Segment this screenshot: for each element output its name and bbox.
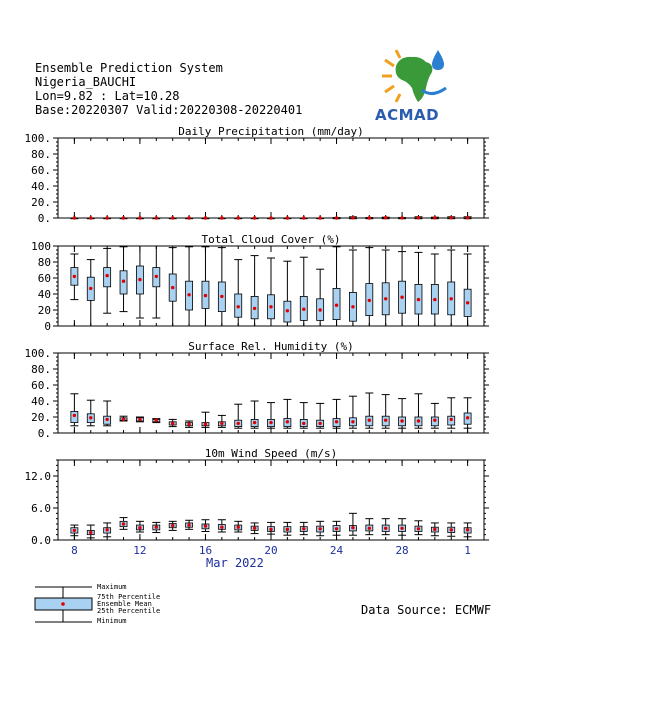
box-whisker-14	[169, 216, 177, 219]
panel-frame	[58, 138, 484, 218]
mean-marker	[286, 309, 289, 312]
mean-marker	[286, 528, 289, 531]
mean-marker	[204, 423, 207, 426]
box-whisker-32	[464, 254, 472, 326]
mean-marker	[171, 422, 174, 425]
mean-marker	[302, 216, 305, 219]
y-tick-label: 20.	[31, 411, 51, 424]
panel-title: 10m Wind Speed (m/s)	[204, 447, 338, 460]
box-whisker-11	[120, 416, 128, 421]
box-whisker-15	[185, 247, 193, 326]
mean-marker	[204, 294, 207, 297]
box-whisker-22	[300, 257, 308, 326]
box-whisker-16	[201, 412, 209, 427]
mean-marker	[286, 216, 289, 219]
legend-maximum-label: Maximum	[97, 583, 127, 591]
box-whisker-28	[398, 216, 406, 219]
mean-marker	[73, 216, 76, 219]
mean-marker	[220, 295, 223, 298]
mean-marker	[269, 421, 272, 424]
box-whisker-12	[136, 216, 144, 219]
mean-marker	[318, 216, 321, 219]
box-whisker-26	[365, 393, 373, 428]
mean-marker	[187, 293, 190, 296]
box-whisker-13	[152, 419, 160, 423]
box-whisker-11	[120, 216, 128, 219]
mean-marker	[155, 526, 158, 529]
mean-marker	[105, 528, 108, 531]
box-whisker-16	[201, 216, 209, 219]
box-whisker-18	[234, 216, 242, 219]
box-whisker-18	[234, 260, 242, 326]
box-whisker-8	[70, 394, 78, 426]
box-whisker-13	[152, 246, 160, 318]
mean-marker	[417, 419, 420, 422]
mean-marker	[286, 420, 289, 423]
y-tick-label: 6.0	[31, 502, 51, 515]
mean-marker	[155, 216, 158, 219]
mean-marker	[155, 275, 158, 278]
mean-marker	[220, 422, 223, 425]
mean-marker	[237, 216, 240, 219]
mean-marker	[89, 416, 92, 419]
box-whisker-12	[136, 417, 144, 422]
y-tick-label: 0.0	[31, 534, 51, 547]
box-whisker-24	[333, 216, 341, 219]
mean-marker	[368, 216, 371, 219]
box-whisker-25	[349, 396, 357, 428]
y-tick-label: 60	[37, 272, 51, 285]
mean-marker	[89, 287, 92, 290]
mean-marker	[351, 526, 354, 529]
mean-marker	[138, 278, 141, 281]
y-tick-label: 0.	[37, 212, 51, 225]
box-whisker-18	[234, 521, 242, 532]
mean-marker	[302, 422, 305, 425]
box-whisker-17	[218, 520, 226, 532]
header-base-valid: Base:20220307 Valid:20220308-20220401	[35, 103, 303, 117]
mean-marker	[466, 216, 469, 219]
box-whisker-13	[152, 522, 160, 532]
box-whisker-32	[464, 216, 472, 219]
mean-marker	[335, 527, 338, 530]
x-tick-label: 20	[264, 544, 278, 557]
mean-marker	[220, 216, 223, 219]
box-whisker-19	[251, 401, 259, 428]
box-whisker-31	[447, 216, 455, 219]
y-tick-label: 0	[44, 320, 51, 333]
mean-marker	[466, 301, 469, 304]
legend-mean-marker	[61, 602, 65, 606]
box-whisker-30	[431, 254, 439, 326]
x-tick-label: 1	[464, 544, 471, 557]
y-tick-label: 0.	[37, 427, 51, 440]
box-whisker-21	[283, 261, 291, 326]
y-tick-label: 40.	[31, 180, 51, 193]
box-whisker-10	[103, 216, 111, 219]
y-tick-label: 20	[37, 304, 51, 317]
y-tick-label: 60.	[31, 164, 51, 177]
mean-marker	[269, 305, 272, 308]
box-whisker-22	[300, 216, 308, 219]
box-whisker-12	[136, 521, 144, 532]
mean-marker	[237, 422, 240, 425]
box-whisker-19	[251, 256, 259, 326]
box-whisker-27	[382, 216, 390, 219]
box-whisker-17	[218, 415, 226, 427]
box-whisker-25	[349, 250, 357, 326]
box-whisker-14	[169, 248, 177, 326]
mean-marker	[105, 216, 108, 219]
box-whisker-9	[87, 525, 95, 538]
x-tick-label: 24	[329, 544, 344, 557]
mean-marker	[237, 526, 240, 529]
mean-marker	[417, 527, 420, 530]
data-source: Data Source: ECMWF	[361, 603, 492, 617]
box-whisker-17	[218, 248, 226, 326]
box-whisker-26	[365, 248, 373, 326]
mean-marker	[400, 419, 403, 422]
box-whisker-20	[267, 522, 275, 534]
mean-marker	[105, 418, 108, 421]
mean-marker	[171, 286, 174, 289]
mean-marker	[384, 527, 387, 530]
box-whisker-32	[464, 398, 472, 428]
box-whisker-31	[447, 250, 455, 326]
box-whisker-10	[103, 523, 111, 537]
box-whisker-25	[349, 216, 357, 219]
legend-p25-label: 25th Percentile	[97, 607, 161, 615]
mean-marker	[433, 419, 436, 422]
box-whisker-15	[185, 421, 193, 427]
y-tick-label: 100	[31, 240, 51, 253]
box-whisker-19	[251, 216, 259, 219]
box-whisker-19	[251, 523, 259, 534]
mean-marker	[351, 216, 354, 219]
mean-marker	[318, 527, 321, 530]
box-whisker-8	[70, 216, 78, 219]
box-whisker-29	[414, 252, 422, 326]
mean-marker	[253, 421, 256, 424]
mean-marker	[384, 216, 387, 219]
mean-marker	[466, 528, 469, 531]
mean-marker	[318, 422, 321, 425]
mean-marker	[187, 216, 190, 219]
y-tick-label: 80.	[31, 363, 51, 376]
mean-marker	[105, 274, 108, 277]
x-tick-label: 12	[133, 544, 147, 557]
y-tick-label: 80.	[31, 148, 51, 161]
box-whisker-18	[234, 404, 242, 428]
box-whisker-22	[300, 403, 308, 429]
panel-title: Daily Precipitation (mm/day)	[178, 125, 364, 138]
mean-marker	[400, 527, 403, 530]
header-coordinates: Lon=9.82 : Lat=10.28	[35, 89, 180, 103]
box-whisker-14	[169, 521, 177, 530]
mean-marker	[269, 528, 272, 531]
mean-marker	[368, 299, 371, 302]
mean-marker	[400, 216, 403, 219]
box-whisker-16	[201, 520, 209, 532]
y-tick-label: 20.	[31, 196, 51, 209]
mean-marker	[433, 216, 436, 219]
box-whisker-28	[398, 252, 406, 326]
box-whisker-30	[431, 523, 439, 536]
box-whisker-23	[316, 403, 324, 428]
mean-marker	[417, 298, 420, 301]
box-whisker-11	[120, 247, 128, 312]
x-tick-label: 28	[395, 544, 409, 557]
mean-marker	[171, 216, 174, 219]
box-whisker-26	[365, 519, 373, 535]
legend-p75-label: 75th Percentile	[97, 593, 161, 601]
box-whisker-31	[447, 523, 455, 536]
mean-marker	[269, 216, 272, 219]
mean-marker	[73, 275, 76, 278]
y-tick-label: 40.	[31, 395, 51, 408]
box-whisker-16	[201, 247, 209, 326]
mean-marker	[335, 304, 338, 307]
mean-marker	[122, 522, 125, 525]
mean-marker	[138, 216, 141, 219]
box-whisker-27	[382, 395, 390, 429]
mean-marker	[155, 419, 158, 422]
mean-marker	[466, 416, 469, 419]
box-whisker-29	[414, 216, 422, 219]
box-whisker-28	[398, 519, 406, 536]
box-whisker-15	[185, 520, 193, 529]
box-whisker-30	[431, 216, 439, 219]
box-whisker-23	[316, 216, 324, 219]
box-whisker-31	[447, 398, 455, 428]
mean-marker	[122, 280, 125, 283]
box-whisker-20	[267, 258, 275, 326]
box-whisker-23	[316, 269, 324, 326]
box-whisker-8	[70, 254, 78, 300]
y-tick-label: 60.	[31, 379, 51, 392]
box-whisker-29	[414, 394, 422, 428]
mean-marker	[138, 418, 141, 421]
mean-marker	[450, 528, 453, 531]
mean-marker	[400, 296, 403, 299]
mean-marker	[351, 305, 354, 308]
mean-marker	[253, 527, 256, 530]
mean-marker	[138, 526, 141, 529]
box-whisker-21	[283, 522, 291, 535]
box-whisker-24	[333, 521, 341, 535]
mean-marker	[73, 529, 76, 532]
panel-title: Total Cloud Cover (%)	[201, 233, 341, 246]
box-whisker-10	[103, 401, 111, 426]
mean-marker	[417, 216, 420, 219]
mean-marker	[187, 423, 190, 426]
box-whisker-20	[267, 216, 275, 219]
box-whisker-8	[70, 525, 78, 536]
box-whisker-28	[398, 399, 406, 429]
header-title: Ensemble Prediction System	[35, 61, 223, 75]
mean-marker	[384, 419, 387, 422]
x-axis-label: Mar 2022	[206, 556, 264, 570]
mean-marker	[237, 305, 240, 308]
mean-marker	[122, 418, 125, 421]
box-whisker-9	[87, 216, 95, 219]
box-whisker-22	[300, 522, 308, 534]
box-whisker-21	[283, 399, 291, 428]
box-whisker-17	[218, 216, 226, 219]
mean-marker	[351, 420, 354, 423]
box-whisker-24	[333, 399, 341, 428]
y-tick-label: 100.	[24, 347, 51, 360]
legend-minimum-label: Minimum	[97, 617, 127, 625]
y-tick-label: 80	[37, 256, 51, 269]
box-whisker-9	[87, 260, 95, 326]
box-whisker-11	[120, 518, 128, 530]
mean-marker	[433, 528, 436, 531]
mean-marker	[204, 216, 207, 219]
box-whisker-25	[349, 513, 357, 535]
mean-marker	[450, 418, 453, 421]
box-whisker-24	[333, 247, 341, 326]
y-tick-label: 12.0	[24, 470, 51, 483]
mean-marker	[335, 216, 338, 219]
mean-marker	[187, 523, 190, 526]
box-whisker-21	[283, 216, 291, 219]
mean-marker	[171, 524, 174, 527]
mean-marker	[368, 527, 371, 530]
mean-marker	[450, 297, 453, 300]
box-whisker-27	[382, 519, 390, 535]
box-whisker-26	[365, 216, 373, 219]
y-tick-label: 40	[37, 288, 51, 301]
logo-text: ACMAD	[375, 106, 440, 124]
box-whisker-30	[431, 403, 439, 428]
mean-marker	[220, 526, 223, 529]
mean-marker	[384, 297, 387, 300]
box-whisker-12	[136, 246, 144, 318]
mean-marker	[122, 216, 125, 219]
box-whisker-14	[169, 419, 177, 426]
box-whisker-15	[185, 216, 193, 219]
box-whisker-20	[267, 403, 275, 429]
box-whisker-13	[152, 216, 160, 219]
box-whisker-32	[464, 523, 472, 537]
mean-marker	[335, 420, 338, 423]
mean-marker	[302, 527, 305, 530]
mean-marker	[318, 308, 321, 311]
mean-marker	[89, 216, 92, 219]
mean-marker	[368, 419, 371, 422]
mean-marker	[433, 298, 436, 301]
mean-marker	[253, 307, 256, 310]
box-whisker-27	[382, 250, 390, 326]
mean-marker	[302, 308, 305, 311]
legend-mean-label: Ensemble Mean	[97, 600, 152, 608]
box-whisker-29	[414, 521, 422, 535]
box-whisker-9	[87, 400, 95, 426]
mean-marker	[89, 531, 92, 534]
x-tick-label: 8	[71, 544, 78, 557]
mean-marker	[204, 524, 207, 527]
panel-title: Surface Rel. Humidity (%)	[188, 340, 354, 353]
mean-marker	[450, 216, 453, 219]
header-location: Nigeria_BAUCHI	[35, 75, 137, 89]
box-whisker-23	[316, 521, 324, 535]
mean-marker	[253, 216, 256, 219]
box-whisker-10	[103, 248, 111, 313]
mean-marker	[73, 414, 76, 417]
x-tick-label: 16	[198, 544, 213, 557]
y-tick-label: 100.	[24, 132, 51, 145]
